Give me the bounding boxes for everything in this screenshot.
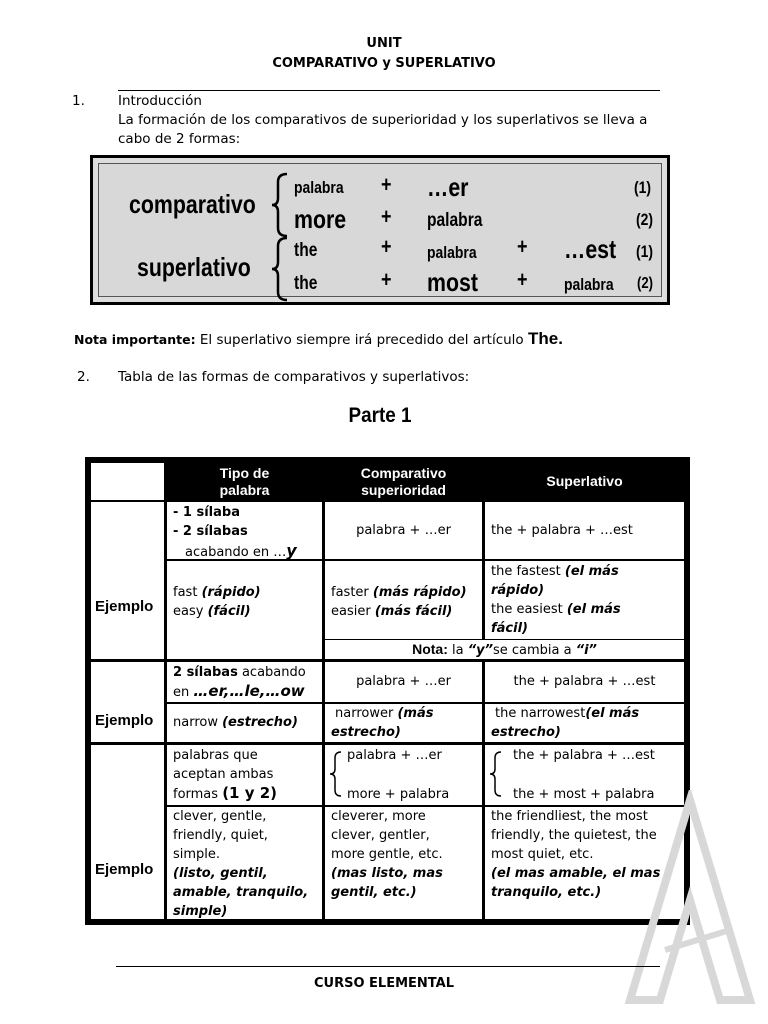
comparison-table [85, 457, 690, 925]
g2-ex-comp [325, 704, 482, 742]
row4-plus2: + [517, 267, 528, 292]
g3-ex-tipo-l2: friendly, quiet, [173, 828, 268, 843]
g1-ex-facil: (fácil) [207, 604, 251, 619]
footer-rule [116, 966, 660, 967]
g1-ex-sup-l3 [491, 600, 678, 619]
g1-nota-text1: la [452, 643, 464, 658]
g3-comp-rule1: palabra + …er [347, 748, 442, 763]
g1-nota-text2: se cambia a [492, 643, 572, 658]
g1-ex-sup [485, 561, 684, 639]
g1-ex-faster: faster [331, 585, 369, 600]
ejemplo-label-2: Ejemplo [95, 712, 154, 729]
ejemplo-cell-1 [91, 502, 164, 659]
row4-most: most [427, 267, 478, 297]
g1-ex-comp-l2 [331, 602, 476, 621]
g1-tipo-cell [167, 502, 322, 559]
g3-ex-sup-it2: tranquilo, etc.) [491, 885, 602, 900]
g1-nota-label: Nota: [412, 641, 448, 657]
table-corner-cell [91, 463, 164, 500]
g3-tipo-cell [167, 745, 322, 805]
g1-ex-easy: easy [173, 604, 204, 619]
row3-palabra: palabra [427, 243, 477, 262]
g2-tipo-l1 [173, 663, 316, 682]
g1-ex-mas-rapido: (más rápido) [372, 585, 467, 600]
row4-plus1: + [381, 267, 392, 292]
g3-tipo-formas: formas [173, 787, 219, 802]
row3-est: …est [564, 234, 617, 264]
header-superlativo: Superlativo [485, 463, 684, 500]
g1-ex-tipo-l2 [173, 602, 316, 621]
g1-ex-rapido: (rápido) [201, 585, 261, 600]
nota-label: Nota importante: [74, 332, 196, 347]
g2-ex-el-mas: (el más [585, 706, 640, 721]
g3-ex-sup-it1: (el mas amable, el mas [491, 866, 661, 881]
g2-tipo-cell [167, 662, 322, 702]
section1-heading: Introducción [118, 93, 202, 109]
g2-ex-narrower: narrower [335, 706, 394, 721]
g1-ex-easier: easier [331, 604, 371, 619]
section2-number: 2. [77, 369, 90, 385]
g2-ex-sup [485, 704, 684, 742]
g3-ex-comp-l3: more gentle, etc. [331, 847, 443, 862]
g2-ex-tipo [167, 704, 322, 742]
row1-plus: + [381, 172, 392, 197]
g3-sup-rule1: the + palabra + …est [513, 748, 655, 763]
row4-palabra: palabra [564, 275, 614, 294]
g1-ex-fastest: the fastest [491, 564, 561, 579]
g2-tipo-endings: …er,…le,…ow [193, 682, 305, 700]
g3-tipo-l3 [173, 784, 316, 804]
g2-comp-rule: palabra + …er [325, 662, 482, 702]
g3-tipo-l2: aceptan ambas [173, 767, 274, 782]
header-tipo-line1: Tipo de [219, 465, 270, 481]
g3-sup-brace-icon [489, 751, 503, 797]
g1-ex-tipo [167, 561, 322, 659]
ejemplo-cell-3 [91, 745, 164, 919]
g2-tipo-l2 [173, 682, 316, 702]
g2-ex-mas: (más [397, 706, 434, 721]
section1-number: 1. [72, 93, 85, 109]
g2-ex-narrowest: the narrowest [495, 706, 586, 721]
g1-comp-rule: palabra + …er [325, 502, 482, 559]
g2-ex-estrecho: (estrecho) [222, 715, 298, 730]
g1-nota-i: “i” [575, 643, 597, 658]
part-title: Parte 1 [348, 404, 412, 427]
section2-text: Tabla de las formas de comparativos y superlativos: [118, 369, 470, 385]
row3-num: (1) [636, 242, 654, 261]
ejemplo-cell-2 [91, 662, 164, 742]
row3-plus2: + [517, 234, 528, 259]
g3-ex-sup-l1: the friendliest, the most [491, 809, 648, 824]
g2-ex-estrecho-2: estrecho) [331, 725, 401, 740]
row2-palabra: palabra [427, 210, 483, 231]
header-tipo-line2: palabra [219, 482, 270, 498]
g3-ex-tipo [167, 807, 322, 919]
g1-tipo-line3-y: y [286, 541, 297, 559]
g2-ex-estrecho-3: estrecho) [491, 725, 561, 740]
row4-num: (2) [637, 275, 654, 292]
g1-nota-y: “y” [467, 643, 493, 658]
row2-more: more [294, 204, 347, 234]
g1-ex-comp-l1 [331, 583, 476, 602]
nota-importante [74, 329, 563, 350]
g1-ex-el-mas-1: (el más [564, 564, 619, 579]
g2-tipo-en: en [173, 685, 190, 700]
g1-ex-comp [325, 561, 482, 639]
row1-palabra: palabra [294, 178, 344, 197]
g1-ex-sup-l1 [491, 562, 678, 581]
row2-plus: + [381, 204, 392, 229]
unit-label: UNIT [366, 36, 402, 51]
row2-num: (2) [636, 210, 654, 229]
brace-superlativo-icon [269, 236, 291, 302]
g1-tipo-line2: - 2 sílabas [173, 524, 248, 539]
g3-ex-tipo-it3: simple) [173, 904, 228, 919]
section1-text-line2: cabo de 2 formas: [118, 131, 241, 147]
g2-sup-rule: the + palabra + …est [485, 662, 684, 702]
g1-nota-row [325, 640, 684, 659]
nota-text: El superlativo siempre irá precedido del artículo [199, 332, 524, 348]
nota-the: The. [527, 329, 563, 348]
g1-ex-rapido-2: rápido) [491, 583, 545, 598]
g3-ex-comp-l1: cleverer, more [331, 809, 426, 824]
formula-box [90, 155, 670, 305]
g1-ex-fast: fast [173, 585, 198, 600]
g3-ex-comp-it2: gentil, etc.) [331, 885, 417, 900]
row3-the: the [294, 240, 318, 261]
g1-tipo-line1: - 1 sílaba [173, 505, 240, 520]
header-comp-line1: Comparativo [360, 465, 447, 481]
g3-comp-cell [325, 745, 482, 805]
page-title: COMPARATIVO y SUPERLATIVO [272, 56, 496, 71]
g3-ex-tipo-l1: clever, gentle, [173, 809, 267, 824]
superlativo-label: superlativo [137, 252, 251, 282]
g1-ex-facil-2: fácil) [491, 621, 528, 636]
brace-comparativo-icon [269, 172, 291, 238]
section1-text-line1: La formación de los comparativos de superioridad y los superlativos se lleva a [118, 112, 648, 128]
g1-ex-el-mas-2: (el más [566, 602, 621, 617]
g2-tipo-bold: 2 sílabas [173, 665, 238, 680]
header-comparativo [325, 463, 482, 502]
g3-tipo-1y2: (1 y 2) [222, 784, 278, 802]
g1-tipo-line3-text: acabando en … [185, 545, 287, 559]
g3-ex-sup-l3: most quiet, etc. [491, 847, 594, 862]
footer-text: CURSO ELEMENTAL [314, 976, 454, 991]
g1-ex-easiest: the easiest [491, 602, 563, 617]
g3-ex-tipo-l3: simple. [173, 847, 221, 862]
row4-the: the [294, 273, 318, 294]
ejemplo-label-3: Ejemplo [95, 861, 154, 878]
comparativo-label: comparativo [129, 189, 256, 219]
g1-tipo-line3 [173, 541, 316, 559]
g3-ex-comp-l2: clever, gentler, [331, 828, 430, 843]
g3-tipo-l1: palabras que [173, 748, 258, 763]
g2-ex-comp-l1 [335, 704, 476, 723]
ejemplo-label-1: Ejemplo [95, 598, 154, 615]
header-comp-line2: superioridad [361, 482, 446, 498]
g3-ex-tipo-it2: amable, tranquilo, [173, 885, 309, 900]
g1-sup-rule: the + palabra + …est [485, 502, 684, 559]
g3-comp-rule2: more + palabra [347, 787, 450, 802]
header-rule [118, 90, 660, 91]
g3-ex-comp [325, 807, 482, 919]
g3-comp-brace-icon [329, 751, 343, 797]
row1-num: (1) [634, 178, 652, 197]
g2-ex-sup-l1 [495, 704, 678, 723]
g3-ex-tipo-it1: (listo, gentil, [173, 866, 268, 881]
header-tipo [167, 463, 322, 502]
g3-sup-rule2: the + most + palabra [513, 787, 655, 802]
g1-ex-tipo-l1 [173, 583, 316, 602]
g1-ex-mas-facil: (más fácil) [374, 604, 453, 619]
g3-ex-comp-it1: (mas listo, mas [331, 866, 443, 881]
row1-er: …er [427, 172, 469, 202]
formula-box-inner [98, 163, 662, 297]
g2-tipo-acabando: acabando [241, 665, 306, 680]
g2-ex-narrow: narrow [173, 715, 218, 730]
g3-ex-sup-l2: friendly, the quietest, the [491, 828, 657, 843]
row3-plus1: + [381, 234, 392, 259]
